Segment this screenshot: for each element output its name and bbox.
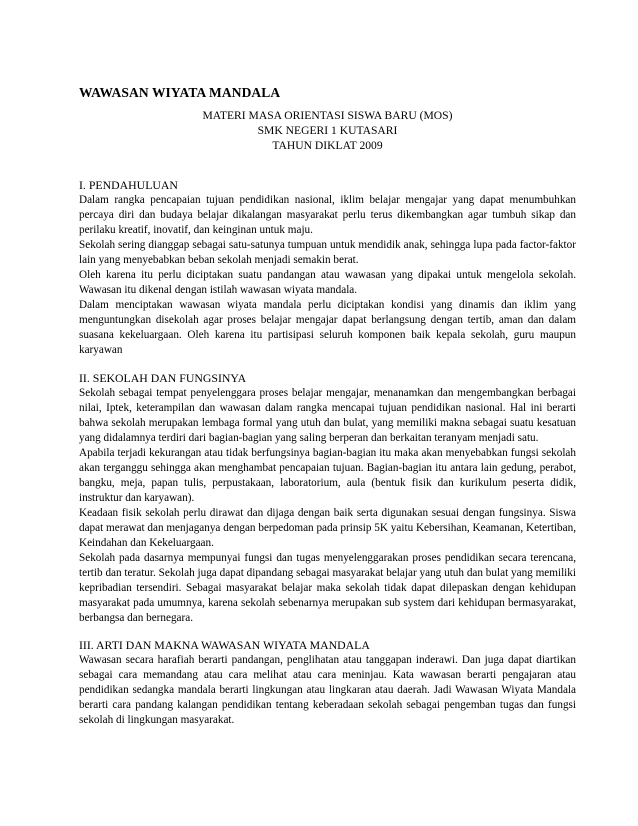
paragraph: Sekolah sebagai tempat penyelenggara proses belajar mengajar, menanamkan dan mengembangkan berbagai nilai, Iptek, keterampilan dan wawasan dalam rangka mencapai tujuan pendidikan nasional. Hal ini berarti bahwa sekolah merupakan lembaga formal yang utuh dan bulat, yang memiliki makna sebagai suatu kesatuan yang didalamnya terdiri dari bagian-bagian yang saling berperan dan berkaitan teranyam menjadi satu. bbox=[79, 386, 576, 444]
document-body bbox=[79, 178, 576, 741]
section-sekolah-dan-fungsinya bbox=[79, 371, 576, 627]
document-title: WAWASAN WIYATA MANDALA bbox=[79, 85, 281, 100]
paragraph: Oleh karena itu perlu diciptakan suatu pandangan atau wawasan yang dipakai untuk mengelola sekolah. Wawasan itu dikenal dengan istilah wawasan wiyata mandala. bbox=[79, 269, 576, 297]
section-heading: II. SEKOLAH DAN FUNGSINYA bbox=[79, 370, 247, 385]
paragraph: Dalam menciptakan wawasan wiyata mandala perlu diciptakan kondisi yang dinamis dan iklim yang menguntungkan disekolah agar proses belajar mengajar dapat berlangsung dengan tertib, aman dan dalam suasana kekeluargaan. Oleh karena itu partisipasi seluruh komponen baik kepala sekolah, guru maupun karyawan bbox=[79, 299, 576, 357]
paragraph: Sekolah pada dasarnya mempunyai fungsi dan tugas menyelenggarakan proses pendidikan secara terencana, tertib dan teratur. Sekolah juga dapat dipandang sebagai masyarakat belajar yang utuh dan bulat yang memiliki kepribadian tersendiri. Sebagai masyarakat belajar maka sekolah tidak dapat dilepaskan dengan kehidupan masyarakat pada umumnya, karena sekolah sebenarnya merupakan sub system dari kehidupan bermasyarakat, berbangsa dan bernegara. bbox=[79, 552, 576, 625]
header-line-course: MATERI MASA ORIENTASI SISWA BARU (MOS) bbox=[202, 109, 453, 122]
section-pendahuluan bbox=[79, 178, 576, 359]
section-arti-dan-makna bbox=[79, 638, 576, 728]
section-heading: I. PENDAHULUAN bbox=[79, 178, 178, 192]
paragraph: Sekolah sering dianggap sebagai satu-satunya tumpuan untuk mendidik anak, sehingga lupa pada factor-faktor lain yang menyebabkan beban sekolah menjadi semakin berat. bbox=[79, 239, 576, 267]
paragraph: Apabila terjadi kekurangan atau tidak berfungsinya bagian-bagian itu maka akan menyebabkan fungsi sekolah akan terganggu sehingga akan menghambat pencapaian tujuan. Bagian-bagian itu antara lain gedung, perabot, bangku, meja, papan tulis, perpustakaan, laboratorium, aula (bentuk fisik dan kurikulum peserta didik, instruktur dan karyawan). bbox=[79, 446, 576, 504]
paragraph: Keadaan fisik sekolah perlu dirawat dan dijaga dengan baik serta digunakan sesuai dengan fungsinya. Siswa dapat merawat dan menjaganya dengan berpedoman pada prinsip 5K yaitu Kebersihan, Keamanan, Ketertiban, Keindahan dan Kekeluargaan. bbox=[79, 506, 576, 549]
paragraph: Wawasan secara harafiah berarti pandangan, penglihatan atau tanggapan inderawi. Dan juga dapat diartikan sebagai cara memandang atau cara melihat atau cara meninjau. Kata wawasan berarti pengajaran atau pendidikan sedangka mandala berarti lingkungan atau lingkaran atau daerah. Jadi Wawasan Wiyata Mandala berarti cara pandang kalangan pendidikan tentang keberadaan sekolah sebagai pengemban tugas dan fungsi sekolah di lingkungan masyarakat. bbox=[79, 654, 576, 727]
section-heading: III. ARTI DAN MAKNA WAWASAN WIYATA MANDALA bbox=[79, 638, 370, 653]
header-line-school: SMK NEGERI 1 KUTASARI bbox=[257, 124, 398, 137]
document-header bbox=[79, 108, 576, 153]
paragraph: Dalam rangka pencapaian tujuan pendidikan nasional, iklim belajar mengajar yang dapat menumbuhkan percaya diri dan budaya belajar dikalangan masyarakat perlu terus dikembangkan agar tumbuh sikap dan perilaku kreatif, inovatif, dan keinginan untuk maju. bbox=[79, 194, 576, 237]
header-line-year: TAHUN DIKLAT 2009 bbox=[272, 139, 383, 152]
